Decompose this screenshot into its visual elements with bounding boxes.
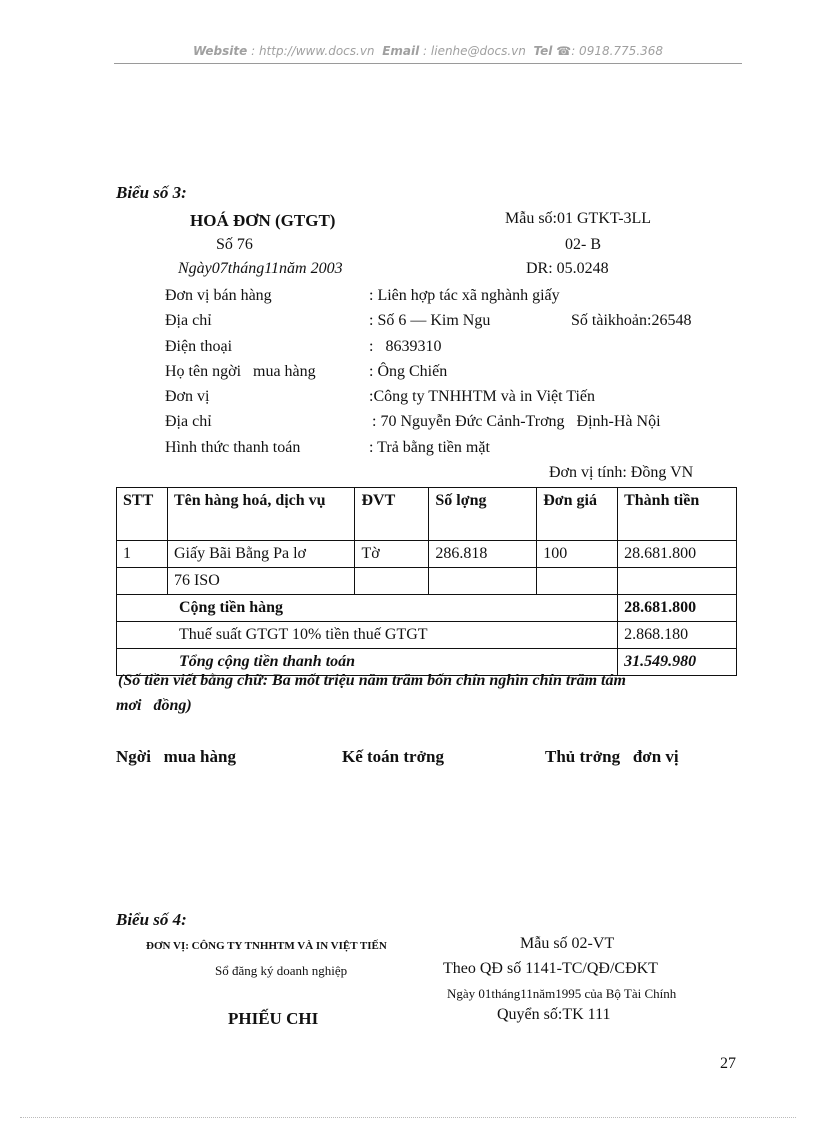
decision-reference: Theo QĐ số 1141-TC/QĐ/CĐKT <box>443 960 658 977</box>
signature-head: Thủ trởng đơn vị <box>545 747 679 766</box>
book-number: Quyển số:TK 111 <box>497 1006 611 1023</box>
page-number: 27 <box>720 1055 736 1072</box>
field-value-buyer-address: : 70 Nguyễn Đức Cảnh-Trơng Định-Hà Nội <box>372 413 661 430</box>
subtotal-value: 28.681.800 <box>618 595 737 622</box>
total-label: Tổng cộng tiền thanh toán <box>117 649 618 676</box>
field-value-phone: : 8639310 <box>369 338 442 355</box>
form-number: Mẫu số:01 GTKT-3LL <box>505 210 652 227</box>
page-header <box>114 44 742 58</box>
vat-label: Thuế suất GTGT 10% tiền thuế GTGT <box>117 622 618 649</box>
voucher-title: PHIẾU CHI <box>228 1009 319 1028</box>
amount-in-words-line1: (Số tiền viết bằng chữ: Ba mốt triệu năm trăm bốn chín nghìn chín trăm tám <box>118 672 626 689</box>
field-label-seller-address: Địa chỉ <box>165 312 212 329</box>
header-stt: STT <box>117 488 168 541</box>
header-amount: Thành tiền <box>618 488 737 541</box>
form-symbol: 02- B <box>565 236 601 253</box>
business-registration: Sổ đăng ký doanh nghiệp <box>215 963 348 978</box>
form-number-02: Mẫu số 02-VT <box>520 935 615 952</box>
cell-item-name-cont: 76 ISO <box>167 568 355 595</box>
invoice-number: Số 76 <box>216 236 253 253</box>
cell-unit-price: 100 <box>537 541 618 568</box>
signature-accountant: Kế toán trởng <box>342 747 444 766</box>
table-row <box>117 568 737 595</box>
field-value-seller-address: : Số 6 — Kim Ngu <box>369 312 491 329</box>
signature-buyer: Ngời mua hàng <box>116 747 236 766</box>
header-quantity: Số lợng <box>429 488 537 541</box>
decision-date: Ngày 01tháng11năm1995 của Bộ Tài Chính <box>447 986 677 1001</box>
cell-quantity: 286.818 <box>429 541 537 568</box>
bieu-so-4-label: Biểu số 4: <box>116 910 187 929</box>
field-label-buyer-address: Địa chỉ <box>165 413 212 430</box>
dr-number: DR: 05.0248 <box>526 260 609 277</box>
account-number: Số tàikhoản:26548 <box>571 312 692 329</box>
cell-item-name: Giấy Bãi Bằng Pa lơ <box>167 541 355 568</box>
invoice-date: Ngày07tháng11năm 2003 <box>178 260 343 277</box>
subtotal-label: Cộng tiền hàng <box>117 595 618 622</box>
field-value-buyer-unit: :Công ty TNHHTM và in Việt Tiến <box>369 388 596 405</box>
invoice-title: HOÁ ĐƠN (GTGT) <box>190 211 336 230</box>
table-row <box>117 541 737 568</box>
page-bottom-divider <box>20 1117 796 1118</box>
tel-label: Tel <box>533 44 553 58</box>
field-label-buyer-unit: Đơn vị <box>165 388 210 405</box>
header-item-name: Tên hàng hoá, dịch vụ <box>167 488 355 541</box>
field-label-buyer: Họ tên ngời mua hàng <box>165 363 316 380</box>
header-divider <box>114 63 742 64</box>
field-value-payment: : Trả bằng tiền mặt <box>369 439 490 456</box>
bieu-so-3-label: Biểu số 3: <box>116 183 187 202</box>
field-value-seller: : Liên hợp tác xã nghành giấy <box>369 287 560 304</box>
vat-value: 2.868.180 <box>618 622 737 649</box>
subtotal-row <box>117 595 737 622</box>
header-unit: ĐVT <box>355 488 429 541</box>
table-header-row <box>117 488 737 541</box>
tel-value: : 0918.775.368 <box>571 44 664 58</box>
header-unit-price: Đơn giá <box>537 488 618 541</box>
website-value: : http://www.docs.vn <box>251 44 375 58</box>
vat-row <box>117 622 737 649</box>
unit-name: ĐƠN VỊ: CÔNG TY TNHHTM VÀ IN VIỆT TIẾN <box>146 940 387 952</box>
field-label-payment: Hình thức thanh toán <box>165 439 301 456</box>
website-label: Website <box>192 44 248 58</box>
field-label-seller: Đơn vị bán hàng <box>165 287 272 304</box>
total-value: 31.549.980 <box>618 649 737 676</box>
amount-in-words-line2: mơi đồng) <box>116 697 192 714</box>
email-value: : lienhe@docs.vn <box>423 44 526 58</box>
cell-unit: Tờ <box>355 541 429 568</box>
phone-icon: ☎ <box>556 44 572 58</box>
field-label-phone: Điện thoại <box>165 338 233 355</box>
cell-amount: 28.681.800 <box>618 541 737 568</box>
cell-stt: 1 <box>117 541 168 568</box>
email-label: Email <box>382 44 420 58</box>
invoice-table <box>116 487 737 676</box>
currency-unit: Đơn vị tính: Đồng VN <box>549 464 694 481</box>
field-value-buyer: : Ông Chiến <box>369 363 448 380</box>
